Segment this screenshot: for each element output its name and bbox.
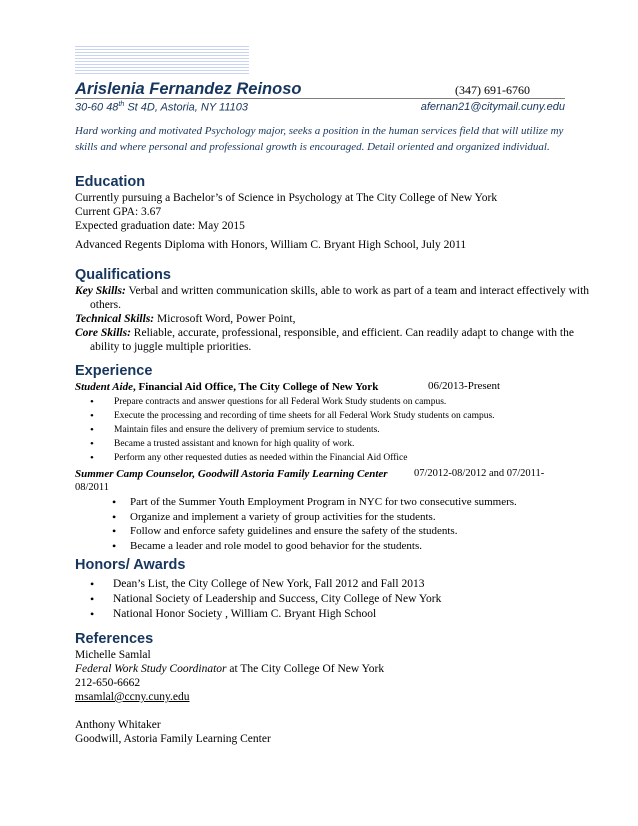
key-skills xyxy=(75,284,595,312)
education-heading: Education xyxy=(75,174,146,190)
reference1-title: Federal Work Study Coordinator xyxy=(75,663,227,675)
list-item: • Follow and enforce safety guidelines and ensure the safety of the students. xyxy=(112,524,517,539)
core-skills xyxy=(75,326,595,354)
education-line-graduation: Expected graduation date: May 2015 xyxy=(75,220,245,232)
list-item: • Part of the Summer Youth Employment Program in NYC for two consecutive summers. xyxy=(112,495,517,510)
reference1-email-link[interactable]: msamlal@ccny.cuny.edu xyxy=(75,691,190,703)
technical-skills-text: Microsoft Word, Power Point, xyxy=(154,313,296,325)
address-number: 30-60 48 xyxy=(75,101,119,114)
technical-skills xyxy=(75,312,295,326)
summary-statement: Hard working and motivated Psychology major, seeks a position in the human services field that will utilize my skills and where personal and professional growth is encouraged. Detail oriented and organized individual. xyxy=(75,125,564,153)
applicant-address xyxy=(75,101,248,114)
qualifications-heading: Qualifications xyxy=(75,267,171,283)
education-line-gpa: Current GPA: 3.67 xyxy=(75,206,162,218)
list-item: • Became a trusted assistant and known for high quality of work. xyxy=(90,437,495,451)
job1-title-line xyxy=(75,380,378,394)
list-item: • Dean’s List, the City College of New York, Fall 2012 and Fall 2013 xyxy=(90,577,441,592)
reference2-org: Goodwill, Astoria Family Learning Center xyxy=(75,733,271,745)
list-item: • National Society of Leadership and Success, City College of New York xyxy=(90,592,441,607)
job1-dates: 06/2013-Present xyxy=(428,380,501,392)
applicant-name: Arislenia Fernandez Reinoso xyxy=(75,80,302,98)
list-item: • National Honor Society , William C. Bryant High School xyxy=(90,607,441,622)
address-street: St 4D, Astoria, NY 11103 xyxy=(124,101,248,114)
key-skills-text: Verbal and written communication skills, able to work as part of a team and interact effectively with others. xyxy=(90,285,590,311)
list-item: • Prepare contracts and answer questions for all Federal Work Study students on campus. xyxy=(90,395,495,409)
list-item: • Execute the processing and recording of time sheets for all Federal Work Study students on campus. xyxy=(90,409,495,423)
header-divider xyxy=(75,98,565,99)
job2-dates: 07/2012-08/2012 and 07/2011- xyxy=(414,468,545,479)
core-skills-label: Core Skills: xyxy=(75,327,131,339)
honors-list xyxy=(90,577,441,622)
job2-title: Summer Camp Counselor, Goodwill Astoria Family Learning Center xyxy=(75,468,388,480)
list-item: • Perform any other requested duties as needed within the Financial Aid Office xyxy=(90,451,495,465)
job1-org: , Financial Aid Office, The City College of New York xyxy=(132,381,379,393)
education-line-diploma: Advanced Regents Diploma with Honors, William C. Bryant High School, July 2011 xyxy=(75,239,467,251)
applicant-email: afernan21@citymail.cuny.edu xyxy=(420,101,565,113)
applicant-phone: (347) 691-6760 xyxy=(455,83,530,97)
key-skills-label: Key Skills: xyxy=(75,285,126,297)
job1-duties xyxy=(90,395,495,465)
reference1-org: at The City College Of New York xyxy=(226,663,385,675)
references-heading: References xyxy=(75,631,154,647)
reference1-position xyxy=(75,662,384,676)
list-item: • Organize and implement a variety of group activities for the students. xyxy=(112,510,517,525)
experience-heading: Experience xyxy=(75,363,153,379)
list-item: • Maintain files and ensure the delivery of premium service to students. xyxy=(90,423,495,437)
reference1-name: Michelle Samlal xyxy=(75,649,151,661)
job1-title: Student Aide xyxy=(75,381,133,393)
honors-heading: Honors/ Awards xyxy=(75,557,186,573)
education-line-degree: Currently pursuing a Bachelor’s of Science in Psychology at The City College of New York xyxy=(75,192,498,204)
technical-skills-label: Technical Skills: xyxy=(75,313,155,325)
reference2-name: Anthony Whitaker xyxy=(75,719,161,731)
address-suffix: th xyxy=(118,101,125,108)
core-skills-text: Reliable, accurate, professional, responsible, and efficient. Can readily adapt to change with the ability to juggle multiple priorities. xyxy=(90,327,574,353)
job2-duties xyxy=(112,495,517,553)
job2-title-line xyxy=(75,467,388,481)
list-item: • Became a leader and role model to good behavior for the students. xyxy=(112,539,517,554)
job2-dates-continued: 08/2011 xyxy=(75,482,110,493)
header-decoration xyxy=(75,46,249,76)
reference1-phone: 212-650-6662 xyxy=(75,677,141,689)
